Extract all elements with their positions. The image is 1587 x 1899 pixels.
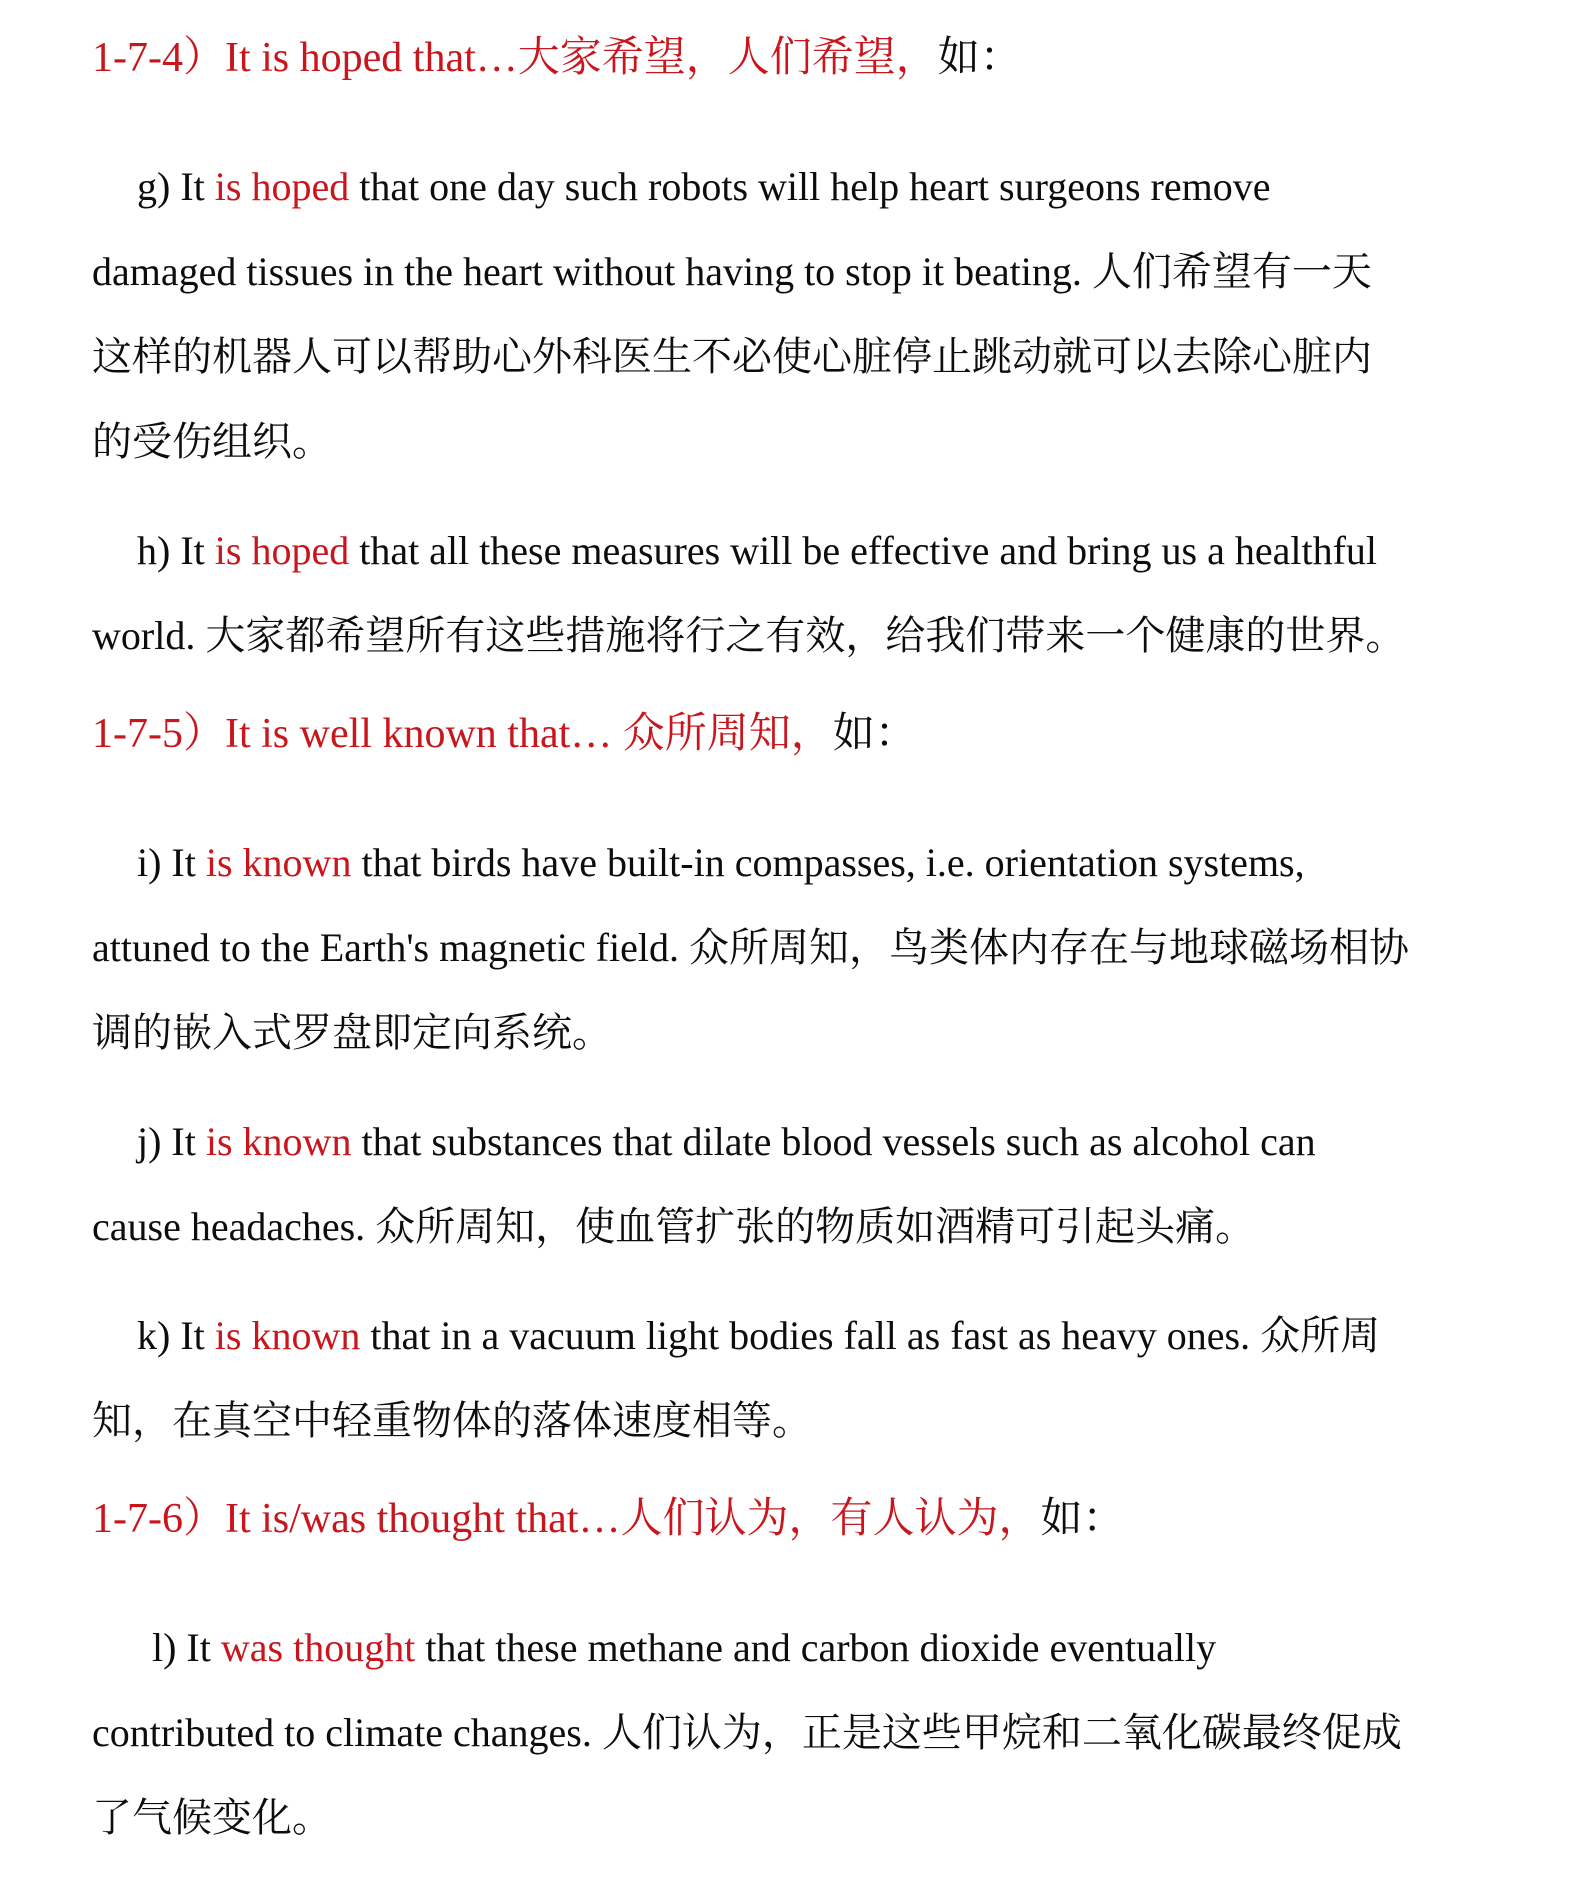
heading-black-text: 如： (1040, 1496, 1125, 1542)
text-segment: that in a vacuum light bodies fall as fast as heavy ones. 众所周 (360, 1313, 1381, 1358)
text-segment: i) It (137, 840, 206, 885)
highlight-red: is known (214, 1313, 361, 1358)
text-line (92, 1293, 1517, 1378)
text-line (92, 508, 1517, 593)
text-line: attuned to the Earth's magnetic field. 众所周知，鸟类体内存在与地球磁场相协 (92, 925, 1410, 970)
text-segment: that one day such robots will help heart surgeons remove (349, 164, 1271, 209)
heading-black-text: 如： (832, 711, 917, 757)
text-segment: j) It (137, 1119, 206, 1164)
section-heading-1-7-4 (92, 26, 1517, 90)
example-paragraph-i (92, 820, 1517, 1075)
heading-red-text: 1-7-5）It is well known that… 众所周知， (92, 711, 833, 757)
text-line: 知，在真空中轻重物体的落体速度相等。 (92, 1398, 812, 1443)
section-heading-1-7-5 (92, 702, 1517, 766)
text-line: 调的嵌入式罗盘即定向系统。 (92, 1010, 612, 1055)
text-line (92, 1099, 1517, 1184)
text-line: damaged tissues in the heart without having to stop it beating. 人们希望有一天 (92, 249, 1372, 294)
text-segment: that birds have built-in compasses, i.e. orientation systems, (351, 840, 1305, 885)
example-paragraph-h (92, 508, 1517, 678)
heading-black-text: 如： (937, 35, 1022, 81)
text-segment: l) It (152, 1625, 221, 1670)
section-heading-1-7-6 (92, 1487, 1517, 1551)
text-segment: that these methane and carbon dioxide eventually (415, 1625, 1217, 1670)
text-line: 的受伤组织。 (92, 419, 332, 464)
highlight-red: was thought (220, 1625, 416, 1670)
example-paragraph-l (92, 1605, 1517, 1860)
example-paragraph-k (92, 1293, 1517, 1463)
example-paragraph-j (92, 1099, 1517, 1269)
heading-red-text: 1-7-4）It is hoped that…大家希望，人们希望， (92, 35, 938, 81)
text-line: contributed to climate changes. 人们认为，正是这些甲烷和二氧化碳最终促成 (92, 1710, 1402, 1755)
highlight-red: is known (205, 840, 352, 885)
text-line (92, 820, 1517, 905)
text-line (92, 144, 1517, 229)
heading-red-text: 1-7-6）It is/was thought that…人们认为，有人认为， (92, 1496, 1041, 1542)
text-line: world. 大家都希望所有这些措施将行之有效，给我们带来一个健康的世界。 (92, 613, 1406, 658)
text-segment: h) It (137, 528, 215, 573)
text-segment: k) It (137, 1313, 215, 1358)
text-segment: that all these measures will be effective and bring us a healthful (349, 528, 1377, 573)
highlight-red: is hoped (214, 164, 350, 209)
highlight-red: is hoped (214, 528, 350, 573)
text-segment: that substances that dilate blood vessels such as alcohol can (351, 1119, 1316, 1164)
text-line (92, 1605, 1517, 1690)
text-line: 了气候变化。 (92, 1795, 332, 1840)
text-line: 这样的机器人可以帮助心外科医生不必使心脏停止跳动就可以去除心脏内 (92, 334, 1372, 379)
text-segment: g) It (137, 164, 215, 209)
text-line: cause headaches. 众所周知，使血管扩张的物质如酒精可引起头痛。 (92, 1204, 1256, 1249)
example-paragraph-g (92, 144, 1517, 484)
highlight-red: is known (205, 1119, 352, 1164)
